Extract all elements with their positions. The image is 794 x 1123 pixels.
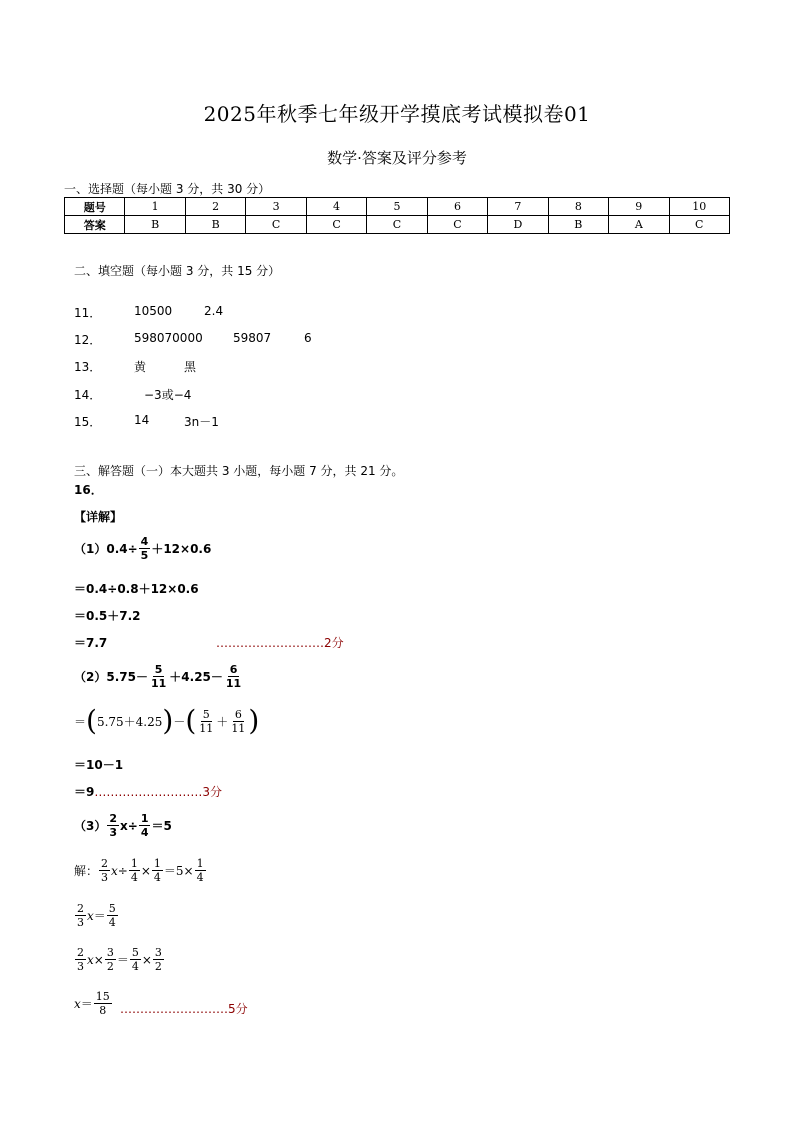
fraction: $\frac{4}{5}$: [140, 535, 149, 562]
fraction: $\frac{1}{4}$: [153, 857, 161, 884]
part1-step3: [74, 634, 107, 651]
part1-result: ＝7.7: [74, 636, 108, 650]
answer-1: 14: [134, 413, 150, 427]
table-cell: C: [367, 216, 427, 234]
answer-2: 59807: [233, 331, 272, 345]
answer-2: 黑: [184, 360, 197, 374]
score-value: 5分: [228, 1002, 248, 1016]
table-cell: 7: [488, 198, 548, 216]
fraction: $\frac{5}{4}$: [108, 902, 116, 929]
x-divide: x÷: [111, 863, 128, 878]
table-row: [65, 216, 730, 234]
answer-2: 2.4: [204, 304, 224, 318]
score-dots: ………………………: [216, 635, 324, 650]
fraction: $\frac{1}{4}$: [130, 857, 138, 884]
question-16-number: 16．: [74, 483, 103, 497]
fraction: $\frac{5}{4}$: [131, 946, 139, 973]
section1-heading: 一、选择题（每小题 3 分，共 30 分）: [64, 182, 271, 196]
table-cell: C: [669, 216, 729, 234]
times-sign: ×: [93, 952, 104, 967]
section2-heading: 二、填空题（每小题 3 分，共 15 分）: [74, 264, 281, 278]
answer-1: −3或−4: [144, 388, 192, 402]
variable-x: x: [74, 996, 81, 1011]
score-dots: ………………………: [120, 1001, 228, 1016]
answer-1: 598070000: [134, 331, 203, 345]
part1-score: [216, 634, 344, 651]
part3-step3: [74, 946, 165, 973]
left-paren-icon: (: [185, 704, 197, 737]
table-cell: 2: [185, 198, 245, 216]
table-cell: 6: [427, 198, 487, 216]
item-number: 12．: [74, 333, 102, 347]
part1-problem: [74, 535, 211, 562]
table-cell: C: [306, 216, 366, 234]
fraction: $\frac{15}{8}$: [95, 990, 110, 1017]
table-cell: B: [185, 216, 245, 234]
part1-label: （1）0.4÷: [74, 542, 138, 556]
part3-step1: [74, 857, 207, 884]
row-label-answer: 答案: [65, 216, 125, 234]
table-cell: 9: [609, 198, 669, 216]
part2-step2: ＝10－1: [74, 758, 124, 772]
x-divide: x÷: [120, 818, 138, 833]
fill-item-13: [74, 358, 197, 375]
equals-sign: ＝: [74, 714, 87, 729]
variable-x: x: [87, 952, 94, 967]
fraction: $\frac{3}{2}$: [106, 946, 114, 973]
table-cell: B: [125, 216, 185, 234]
fill-item-11: [74, 304, 224, 321]
answer-1: 10500: [134, 304, 173, 318]
part1-step2: ＝0.5＋7.2: [74, 609, 141, 623]
table-cell: 1: [125, 198, 185, 216]
part3-step2: [74, 902, 119, 929]
page-title: 2025年秋季七年级开学摸底考试模拟卷01: [203, 102, 591, 126]
section3-heading: 三、解答题（一）本大题共 3 小题，每小题 7 分，共 21 分。: [74, 464, 404, 478]
part2-step3: [74, 783, 222, 800]
equals-five: ＝5: [151, 819, 172, 833]
score-dots: ………………………: [94, 784, 203, 799]
part3-label: （3）: [74, 819, 107, 833]
table-cell: C: [246, 216, 306, 234]
part2-label: （2）5.75－: [74, 670, 148, 684]
fraction: $\frac{3}{2}$: [154, 946, 162, 973]
right-paren-icon: ): [248, 704, 260, 737]
fraction: $\frac{5}{11}$: [199, 707, 214, 735]
table-cell: D: [488, 216, 548, 234]
part2-step1: [74, 704, 260, 737]
table-cell: 8: [548, 198, 608, 216]
part2-mid: ＋4.25－: [169, 670, 223, 684]
equals-sign: ＝: [116, 953, 129, 967]
paren-content: 5.75＋4.25: [96, 714, 163, 729]
answer-table: [64, 197, 730, 234]
fill-item-15: [74, 413, 219, 430]
table-cell: B: [548, 216, 608, 234]
table-cell: A: [609, 216, 669, 234]
equals-sign: ＝: [80, 997, 93, 1011]
part1-step1: ＝0.4÷0.8＋12×0.6: [74, 582, 199, 596]
answer-1: 黄: [134, 360, 147, 374]
fill-item-12: [74, 331, 312, 348]
part2-problem: [74, 663, 244, 690]
times-sign: ×: [141, 952, 152, 967]
fraction: $\frac{2}{3}$: [77, 946, 84, 973]
score-value: 3分: [202, 785, 222, 799]
fraction: $\frac{6}{11}$: [225, 663, 242, 690]
answer-2: 3n－1: [184, 415, 219, 429]
page-subtitle: 数学·答案及评分参考: [327, 149, 467, 167]
answer-3: 6: [304, 331, 312, 345]
fraction: $\frac{1}{4}$: [196, 857, 204, 884]
item-number: 11．: [74, 306, 102, 320]
table-row: [65, 198, 730, 216]
part1-tail: ＋12×0.6: [151, 542, 212, 556]
solution-label: 解：: [74, 864, 99, 878]
part2-result: ＝9: [74, 785, 95, 799]
right-paren-icon: ): [162, 704, 174, 737]
item-number: 15．: [74, 415, 102, 429]
plus-sign: ＋: [216, 714, 229, 729]
item-number: 13．: [74, 360, 102, 374]
detail-label: 【详解】: [74, 510, 123, 524]
score-value: 2分: [324, 636, 344, 650]
times-sign: ×: [140, 863, 151, 878]
table-cell: 4: [306, 198, 366, 216]
equals-five-times: ＝5×: [163, 864, 194, 878]
fraction: $\frac{6}{11}$: [231, 707, 246, 735]
fraction: $\frac{2}{3}$: [101, 857, 109, 884]
fraction: $\frac{1}{4}$: [140, 812, 149, 839]
equals-sign: ＝: [93, 909, 106, 923]
table-cell: 5: [367, 198, 427, 216]
part3-problem: [74, 812, 172, 839]
table-cell: 3: [246, 198, 306, 216]
table-cell: 10: [669, 198, 729, 216]
variable-x: x: [87, 908, 94, 923]
fill-item-14: [74, 386, 192, 403]
fraction: $\frac{2}{3}$: [109, 812, 118, 839]
fraction: $\frac{2}{3}$: [77, 902, 84, 929]
fraction: $\frac{5}{11}$: [150, 663, 167, 690]
part3-score: [120, 1000, 248, 1017]
table-cell: C: [427, 216, 487, 234]
part3-step4: [74, 990, 113, 1017]
row-label-question: 题号: [65, 198, 125, 216]
item-number: 14．: [74, 388, 102, 402]
left-paren-icon: (: [86, 704, 97, 737]
minus-sign: －: [173, 714, 186, 729]
